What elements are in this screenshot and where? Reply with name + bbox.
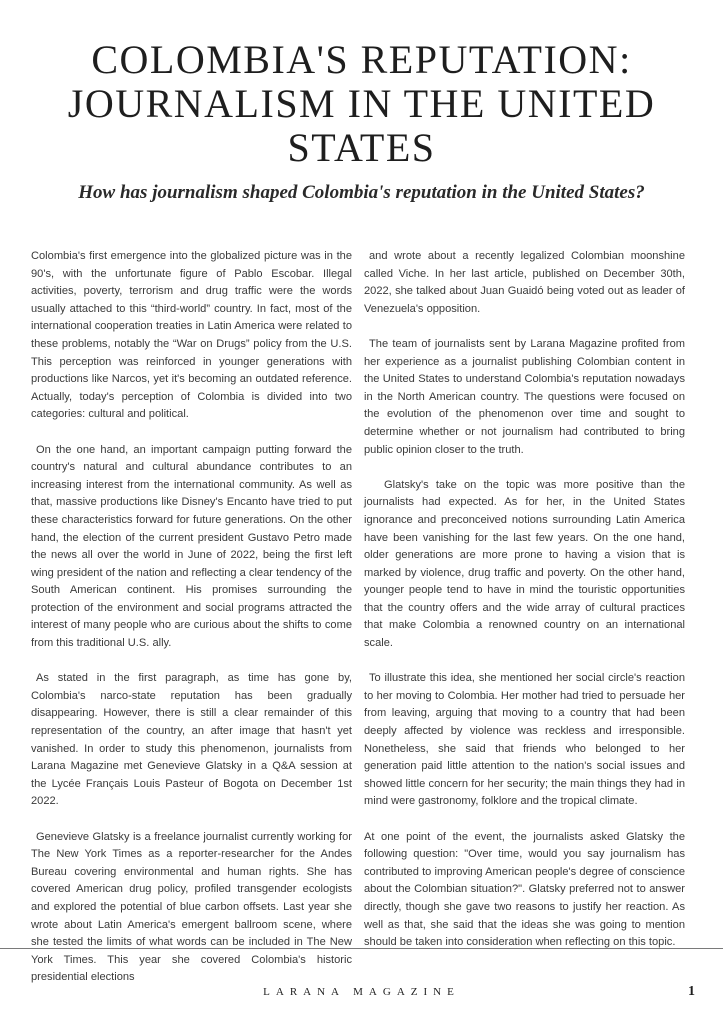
article-title	[40, 38, 683, 170]
footer-divider	[0, 948, 723, 949]
paragraph: On the one hand, an important campaign putting forward the country's natural and cultural abundance contributes to an increasing interest from the international community. As well as that, massive productions like Disney's Encanto have tried to put these characteristics forward for future generations. On the other hand, the election of the current president Gustavo Petro made the news all over the world in June of 2022, being the first left wing president of the nation and reflecting a clear tendency of the South American continent. His promises surrounding the protection of the environment and social programs attracted the interest of many people who are curious about the shifts to come from this traditional U.S. ally.	[31, 443, 352, 650]
paragraph: As stated in the first paragraph, as time has gone by, Colombia's narco-state reputation has been gradually disappearing. However, there is still a clear remainder of this representation of the country, an after image that hasn't yet vanished. In order to study this phenomenon, journalists from Larana Magazine met Genevieve Glatsky in a Q&A session at the Lycée Français Louis Pasteur of Bogota on December 1st 2022.	[31, 672, 352, 808]
paragraph: and wrote about a recently legalized Colombian moonshine called Viche. In her last article, published on December 30th, 2022, she talked about Juan Guaidó being voted out as leader of Venezuela's opposition.	[364, 250, 685, 315]
paragraph: The team of journalists sent by Larana Magazine profited from her experience as a journalist publishing Colombian content in the United States to understand Colombia's reputation nowadays in the North American country. The questions were focused on the evolution of the phenomenon over time and sought to determine whether or not journalism had contributed to bring public opinion closer to the truth.	[364, 337, 685, 456]
paragraph: Colombia's first emergence into the globalized picture was in the 90's, with the unfortunate figure of Pablo Escobar. Illegal activities, poverty, terrorism and drug traffic were the words usually attached to this “third-world” country. In fact, most of the international cooperation treaties in Latin America were related to these problems, notably the “War on Drugs” policy from the U.S. This perception was reinforced in younger generations with productions like Narcos, yet it's becoming an outdated reference. Actually, today's perception of Colombia is divided into two categories: cultural and political.	[31, 250, 352, 421]
left-column	[31, 248, 352, 987]
article-title-line: COLOMBIA'S REPUTATION:	[91, 37, 632, 82]
footer-magazine-name: LARANA MAGAZINE	[263, 986, 460, 998]
paragraph: At one point of the event, the journalists asked Glatsky the following question: "Over time, would you say journalism has contributed to improving American people's degree of conscience about the Colombian situation?". Glatsky preferred not to answer directly, though she gave two reasons to justify her reaction. As well as that, she said that the ideas she was going to mention should be taken into consideration when reflecting on this topic.	[364, 830, 685, 949]
paragraph: To illustrate this idea, she mentioned her social circle's reaction to her moving to Colombia. Her mother had tried to persuade her from leaving, arguing that moving to a country that had been deeply affected by violence was reckless and irresponsible. Nonetheless, she said that friends who belonged to her generation paid little attention to the nation's social issues and showed little concern for her security; the main things they had in mind were gastronomy, folklore and the tropical climate.	[364, 672, 685, 808]
article-title-line: STATES	[287, 125, 436, 170]
page-number: 1	[688, 984, 695, 999]
paragraph: Glatsky's take on the topic was more positive than the journalists had expected. As for her, in the United States ignorance and preconceived notions surrounding Latin America have been vanishing for the last few years. On the one hand, older generations are more prone to having a vision that is marked by violence, drug traffic and poverty. On the other hand, younger people tend to have in mind the touristic opportunities that the country offers and the wide array of cultural practices that make Colombia a renowned country on an international scale.	[364, 478, 685, 650]
article-title-line: JOURNALISM IN THE UNITED	[67, 81, 656, 126]
paragraph: Genevieve Glatsky is a freelance journalist currently working for The New York Times as a reporter-researcher for the Andes Bureau covering environmental and human rights. She has covered American drug policy, profiled transgender ecologists and explored the potential of blue carbon offsets. Last year she wrote about Latin America's emergent ballroom scene, where she tested the limits of what words can be included in The New York Times. This year she covered Colombia's historic presidential elections	[31, 830, 352, 984]
right-column	[364, 248, 685, 952]
article-subtitle: How has journalism shaped Colombia's reputation in the United States?	[78, 182, 645, 203]
